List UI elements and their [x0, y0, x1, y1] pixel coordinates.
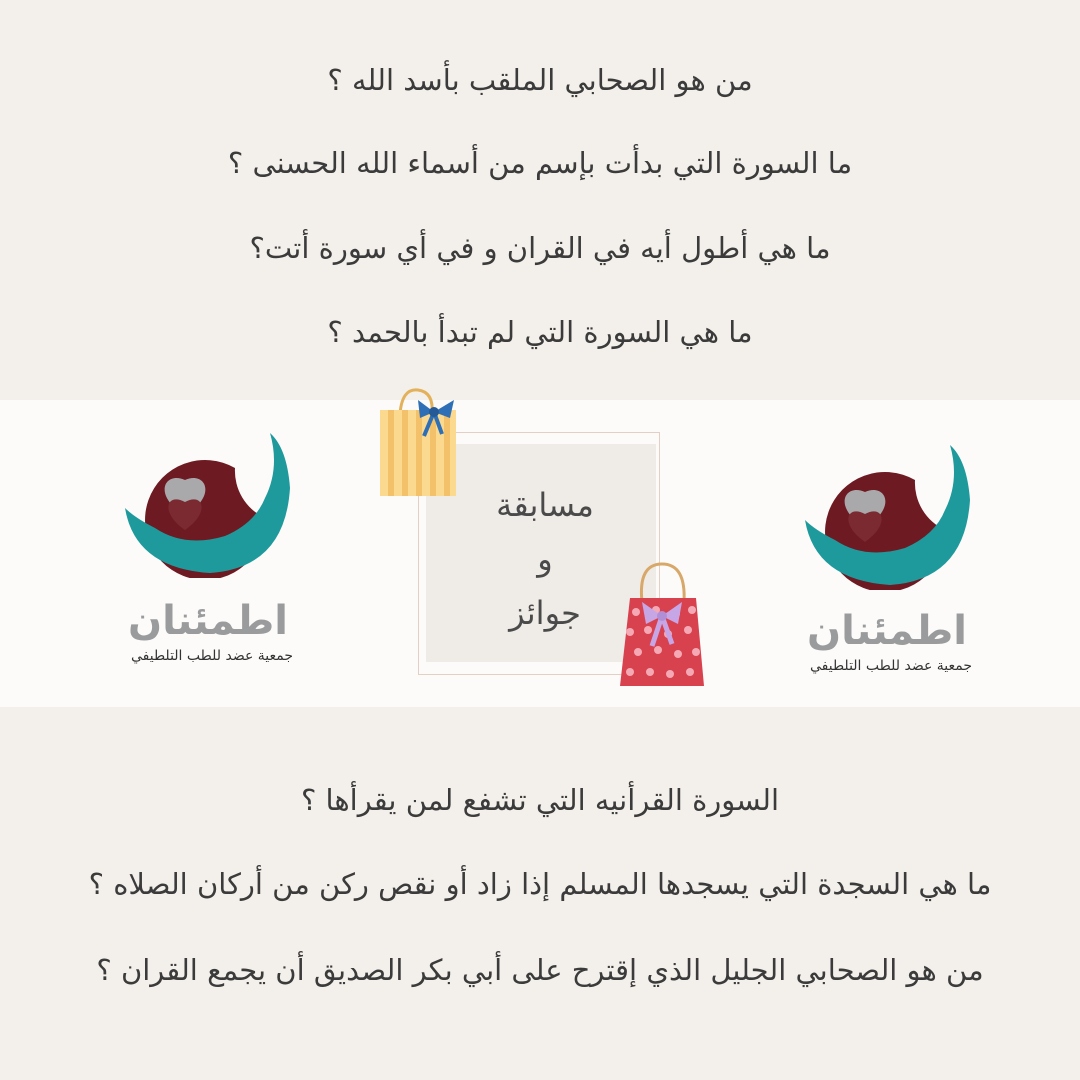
contest-title-line3: جوائز: [509, 594, 581, 632]
red-gift-bag-icon: [616, 560, 708, 688]
right-logo-name: اطمئنان: [806, 608, 968, 654]
question-6: ما هي السجدة التي يسجدها المسلم إذا زاد أو نقص ركن من أركان الصلاه ؟: [88, 867, 992, 901]
question-1: من هو الصحابي الملقب بأسد الله ؟: [327, 63, 753, 97]
left-logo-name: اطمئنان: [127, 598, 289, 644]
question-7: من هو الصحابي الجليل الذي إقترح على أبي بكر الصديق أن يجمع القران ؟: [96, 953, 984, 987]
left-logo-emblem: [115, 428, 305, 578]
left-logo-subtitle: جمعية عضد للطب التلطيفي: [130, 648, 294, 664]
contest-title-line1: مسابقة: [496, 486, 594, 524]
question-5: السورة القرأنيه التي تشفع لمن يقرأها ؟: [300, 783, 780, 817]
right-logo-emblem: [795, 440, 985, 590]
contest-title-line2: و: [537, 540, 553, 578]
right-logo-subtitle: جمعية عضد للطب التلطيفي: [809, 658, 973, 674]
contest-title: [470, 478, 620, 640]
yellow-gift-bag-icon: [372, 386, 462, 498]
question-2: ما السورة التي بدأت بإسم من أسماء الله الحسنى ؟: [227, 146, 853, 180]
question-3: ما هي أطول أيه في القران و في أي سورة أتت؟: [249, 231, 831, 265]
question-4: ما هي السورة التي لم تبدأ بالحمد ؟: [327, 315, 753, 349]
